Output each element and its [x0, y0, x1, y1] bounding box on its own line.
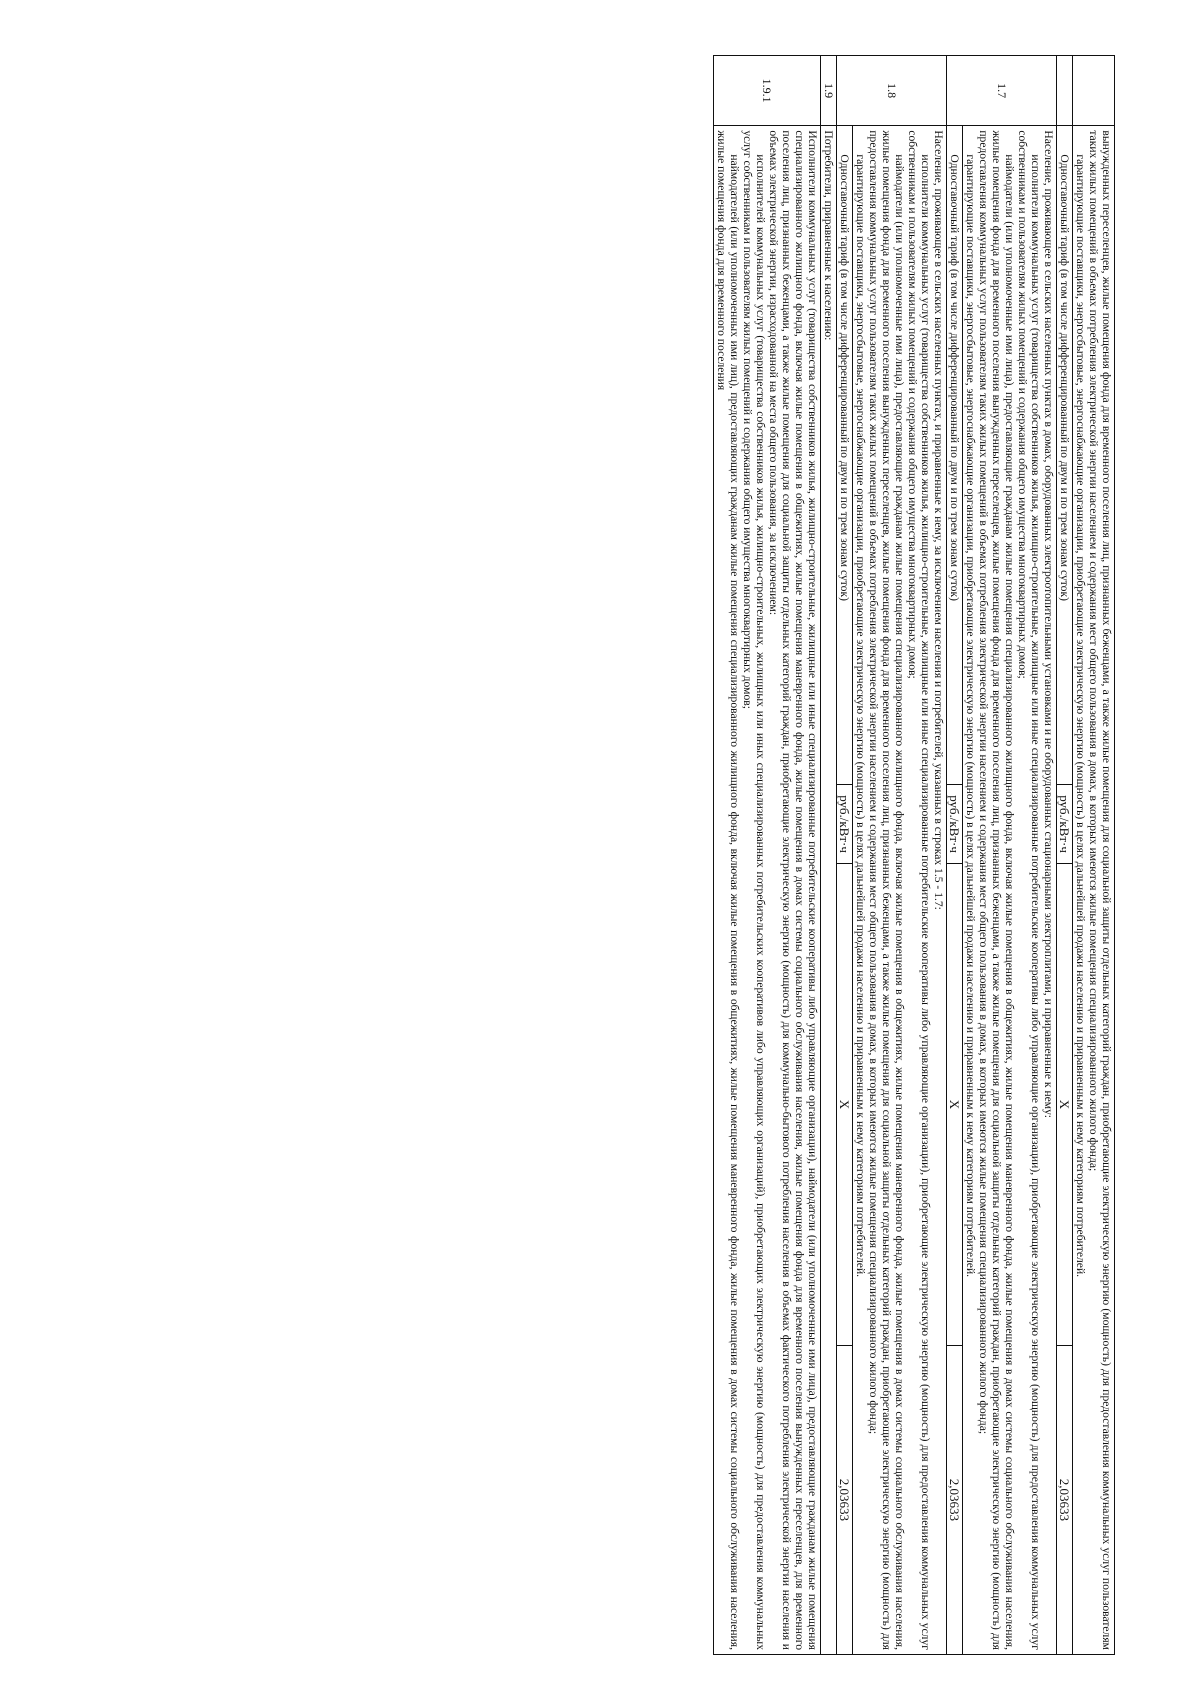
table-row-1-7 [963, 56, 1057, 1655]
row-number-cell [1073, 56, 1115, 126]
cross-cell: X [1057, 863, 1073, 1345]
tariff-table [713, 55, 1115, 1655]
paragraph: гарантирующие поставщики, энергосбытовые, энергоснабжающие организации, приобретающие электрическую энергию (мощность) в целях дальнейшей продажи населению и приравненным к нему категориям потребителей. [964, 154, 977, 1278]
paragraph: наймодатели (или уполномоченные ими лица), предоставляющие гражданам жилые помещения специализированного жилищного фонда, включая жилые помещения в общежитиях, жилые помещения маневренного фонда, жилые помещения в домах системы социального обслуживания населения, жилые помещения фонда для временного поселения вынужденных переселенцев, жилые помещения фонда для временного поселения лиц, признанных беженцами, а также жилые помещения для социальной защиты отдельных категорий граждан, приобретающие электрическую энергию (мощность) для предоставления коммунальных услуг пользователям таких жилых помещений в объемах потребления электрической энергии населением и содержания мест общего пользования в домах, в которых имеются жилые помещения специализированного жилого фонда; [867, 130, 906, 1650]
row-number-cell [1057, 56, 1073, 126]
row-number: 1.9.1 [714, 56, 821, 126]
table-row-continuation [1073, 56, 1115, 1655]
tariff-name: Одноставочный тариф (в том числе дифференцированный по двум и по трем зонам суток) [947, 126, 963, 785]
table-row-tariff [947, 56, 963, 1655]
paragraph: исполнители коммунальных услуг (товарищества собственников жилья, жилищно-строительные, жилищные или иные специализированные потребительские кооперативы либо управляющие организации), приобретающие электрическую энергию (мощность) для предоставления коммунальных услуг собственникам и пользователям жилых помещений и содержания общего имущества многоквартирных домов; [906, 130, 932, 1650]
paragraph: наймодатели (или уполномоченные ими лица), предоставляющие гражданам жилые помещения специализированного жилищного фонда, включая жилые помещения в общежитиях, жилые помещения маневренного фонда, жилые помещения в домах системы социального обслуживания населения, жилые помещения фонда для временного поселения вынужденных переселенцев, жилые помещения фонда для временного поселения лиц, признанных беженцами, а также жилые помещения для социальной защиты отдельных категорий граждан, приобретающие электрическую энергию (мощность) для предоставления коммунальных услуг пользователям таких жилых помещений в объемах потребления электрической энергии населением и содержания мест общего пользования в домах, в которых имеются жилые помещения специализированного жилого фонда; [977, 130, 1016, 1650]
description-cell [714, 126, 821, 1655]
tariff-value: 2,03633 [947, 1345, 963, 1654]
row-title: Потребители, приравненные к населению: [821, 126, 837, 1655]
tariff-name: Одноставочный тариф (в том числе дифференцированный по двум и по трем зонам суток) [1057, 126, 1073, 785]
row-number: 1.7 [947, 56, 1057, 126]
paragraph: исполнители коммунальных услуг (товарищества собственников жилья, жилищно-строительные, жилищные или иные специализированные потребительские кооперативы либо управляющие организации), приобретающие электрическую энергию (мощность) для предоставления коммунальных услуг собственникам и пользователям жилых помещений и содержания общего имущества многоквартирных домов; [1016, 130, 1042, 1650]
paragraph: наймодателей (или уполномоченных ими лиц), предоставляющих гражданам жилые помещения специализированного жилищного фонда, включая жилые помещения в общежитиях, жилые помещения маневренного фонда, жилые помещения в домах системы социального обслуживания населения, жилые помещения фонда для временного поселения [715, 130, 741, 1650]
table-row-tariff [837, 56, 853, 1655]
tariff-name: Одноставочный тариф (в том числе дифференцированный по двум и по трем зонам суток) [837, 126, 853, 785]
description-cell [853, 126, 947, 1655]
row-title: Население, проживающее в сельских населенных пунктах в домах, оборудованных электроотопительными установками и не оборудованных стационарными электроплитами, и приравненные к нему: [1042, 130, 1055, 1118]
description-cell [963, 126, 1057, 1655]
cross-cell: X [947, 863, 963, 1345]
row-title: Население, проживающее в сельских населенных пунктах, и приравненные к нему, за исключением населения и потребителей, указанных в строках 1.5 - 1.7: [932, 130, 945, 910]
table-row-tariff [1057, 56, 1073, 1655]
paragraph: исполнителей коммунальных услуг (товарищества собственников жилья, жилищно-строительных, жилищных или иных специализированных потребительских кооперативов либо управляющих организаций), приобретающих электрическую энергию (мощность) для предоставления коммунальных услуг собственникам и пользователям жилых помещений и содержания общего имущества многоквартирных домов; [741, 130, 767, 1650]
tariff-value: 2,03633 [1057, 1345, 1073, 1654]
table-row-1-8 [853, 56, 947, 1655]
unit-cell: руб./кВт·ч [947, 785, 963, 864]
tariff-value: 2,03633 [837, 1345, 853, 1654]
unit-cell: руб./кВт·ч [1057, 785, 1073, 864]
paragraph: Исполнители коммунальных услуг (товарищества собственников жилья, жилищно-строительные, жилищные или иные специализированные потребительские кооперативы либо управляющие организации), наймодатели (или уполномоченные ими лица), предоставляющие гражданам жилые помещения специализированного жилищного фонда, включая жилые помещения в общежитиях, жилые помещения маневренного фонда, жилые помещения в домах системы социального обслуживания населения, жилые помещения фонда для временного поселения вынужденных переселенцев, для временного поселения лиц, признанных беженцами, а также жилые помещения для социальной защиты отдельных категорий граждан, приобретающие электрическую энергию (мощность) для коммунально-бытового потребления населения в объемах фактического потребления электрической энергии населения и объемах электрической энергии, израсходованной на места общего пользования, за исключением: [767, 130, 819, 1650]
description-cell [1073, 126, 1115, 1655]
unit-cell: руб./кВт·ч [837, 785, 853, 864]
row-number: 1.8 [837, 56, 947, 126]
row-number: 1.9 [821, 56, 837, 126]
paragraph: гарантирующие поставщики, энергосбытовые, энергоснабжающие организации, приобретающие электрическую энергию (мощность) в целях дальнейшей продажи населению и приравненным к нему категориям потребителей. [854, 154, 867, 1278]
table-row-1-9 [821, 56, 837, 1655]
paragraph: гарантирующие поставщики, энергосбытовые, энергоснабжающие организации, приобретающие электрическую энергию (мощность) в целях дальнейшей продажи населению и приравненным к нему категориям потребителей. [1074, 154, 1087, 1278]
table-row-1-9-1 [714, 56, 821, 1655]
paragraph: вынужденных переселенцев, жилые помещения фонда для временного поселения лиц, признанных беженцами, а также жилые помещения для социальной защиты отдельных категорий граждан, приобретающие электрическую энергию (мощность) для предоставления коммунальных услуг пользователям таких жилых помещений в объемах потребления электрической энергии населением и содержания мест общего пользования в домах, в которых имеются жилые помещения специализированного жилого фонда; [1087, 130, 1113, 1650]
cross-cell: X [837, 863, 853, 1345]
